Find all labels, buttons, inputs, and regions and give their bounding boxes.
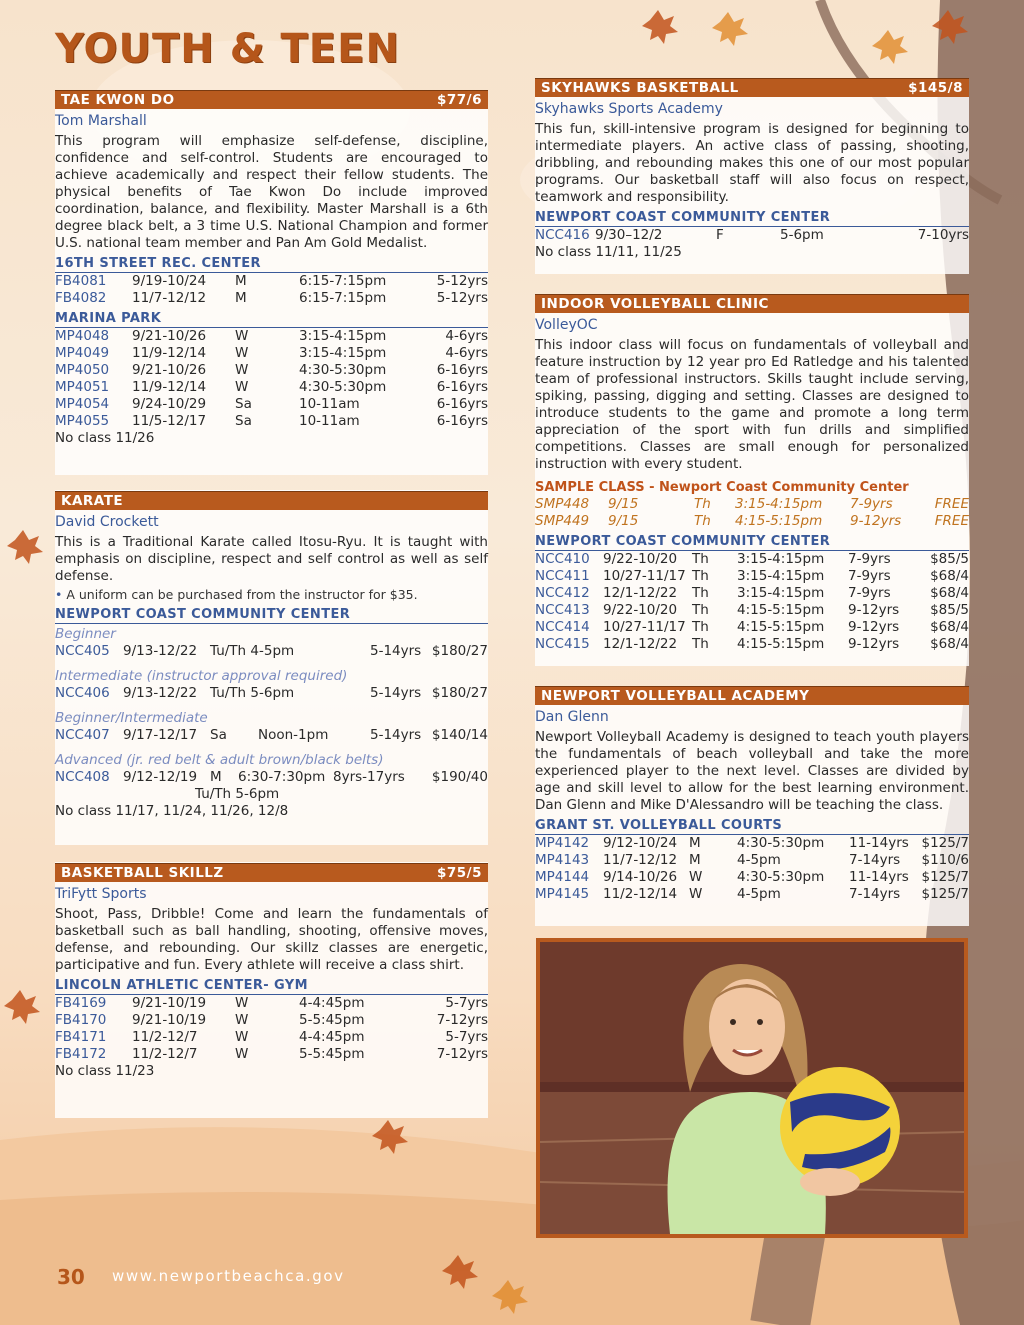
class-code[interactable]: FB4172 [55,1046,107,1062]
class-row [55,379,488,396]
girl-with-volleyball-photo [536,938,968,1238]
class-row [535,568,969,585]
class-table [55,273,488,307]
class-code[interactable]: NCC410 [535,551,590,567]
class-code[interactable]: NCC407 [55,727,110,743]
class-cell: 4:15-5:15pm [737,636,825,652]
class-row [535,852,969,869]
class-days: M [210,769,222,785]
class-row [55,290,488,307]
class-dates: 9/30–12/2 [595,227,663,243]
class-ages: 5-14yrs [370,643,422,659]
class-cell: 12/1-12/22 [603,636,678,652]
class-cell: 3:15-4:15pm [299,345,387,361]
class-cell: 3:15-4:15pm [299,328,387,344]
class-cell: 11-14yrs [849,869,909,885]
class-days: Sa [210,727,227,743]
class-code[interactable]: MP4145 [535,886,590,902]
class-extra-time: Tu/Th 5-6pm [195,786,280,802]
sample-class-heading: SAMPLE CLASS - Newport Coast Community Center [535,480,909,495]
section-header [535,294,969,313]
class-cell: 4-5pm [737,886,781,902]
class-code[interactable]: FB4170 [55,1012,107,1028]
class-cell: 9/19-10/24 [132,273,207,289]
class-cell: 9/21-10/26 [132,362,207,378]
class-cell: 6:15-7:15pm [299,290,387,306]
class-table [55,995,488,1063]
class-fee: $190/40 [431,769,488,785]
class-code[interactable]: MP4142 [535,835,590,851]
class-cell: 9/24-10/29 [132,396,207,412]
class-cell: W [235,362,249,378]
class-code[interactable]: NCC413 [535,602,590,618]
bullet-icon: • [55,587,67,602]
class-cell: W [235,345,249,361]
class-cell: 5-7yrs [445,995,488,1011]
class-row [535,513,969,530]
karate-section [55,491,488,820]
class-cell: 9/21-10/26 [132,328,207,344]
class-cell: M [689,852,701,868]
class-code[interactable]: MP4049 [55,345,110,361]
class-row [55,328,488,345]
class-code[interactable]: FB4082 [55,290,107,306]
section-header [535,78,969,97]
instructor-name: Dan Glenn [535,709,609,725]
class-code[interactable]: SMP449 [535,513,590,529]
section-title: SKYHAWKS BASKETBALL [541,80,739,96]
section-description: This indoor class will focus on fundamentals of volleyball and feature instruction by 12 year pro Ed Ratledge and his talented team of professional instructors. Skills taught include serving, spiking, passing, digging and setting. Classes are designed to introduce students to the game and promote a long term appreciation of the sport with fun drills and simplified competitions. Classes are small enough for personalized instruction with every student. [535,337,969,472]
class-row [55,273,488,290]
newport-volleyball-academy-section [535,686,969,903]
class-row [535,585,969,602]
section-title: NEWPORT VOLLEYBALL ACADEMY [541,688,810,704]
class-cell: W [235,379,249,395]
class-row [55,1012,488,1029]
class-code[interactable]: MP4144 [535,869,590,885]
class-cell: M [235,273,247,289]
section-description: This program will emphasize self-defense, discipline, confidence and self-control. Students are encouraged to achieve academically and respect their fellow students. The physical benefits of Tae Kwon Do include improved coordination, balance, and flexibility. Master Marshall is a 6th degree black belt, a 3 time U.S. National Champion and former U.S. national team member and Pan Am Gold Medalist. [55,133,488,251]
class-cell: 11/7-12/12 [132,290,207,306]
class-row [55,643,488,660]
class-fee: $180/27 [431,643,488,659]
location-heading: LINCOLN ATHLETIC CENTER- GYM [55,978,488,995]
section-description: Newport Volleyball Academy is designed to teach youth players the fundamentals of beach volleyball and take the more experienced player to the next level. Classes are divided by age and skill level to allow for the best learning environment. Dan Glenn and Mike D'Alessandro will be teaching the class. [535,729,969,813]
class-cell: $68/4 [930,619,969,635]
class-dates: 9/17-12/17 [123,727,198,743]
class-cell: Th [692,619,709,635]
instructor-name: David Crockett [55,514,159,530]
class-cell: 4-5pm [737,852,781,868]
section-header [55,491,488,510]
sample-class-table [535,496,969,530]
class-cell: 9-12yrs [848,636,900,652]
section-description: This fun, skill-intensive program is designed for beginning to intermediate players. An active class of passing, shooting, dribbling, and rebounding makes this one of our most popular programs. Our basketball staff will also focus on respect, teamwork and responsibility. [535,121,969,205]
class-cell: 4:30-5:30pm [737,835,825,851]
class-cell: Th [692,568,709,584]
class-cell: W [689,869,703,885]
class-cell: 9/15 [608,496,639,512]
class-cell: Sa [235,413,252,429]
class-code[interactable]: FB4169 [55,995,107,1011]
class-cell: 6-16yrs [436,413,488,429]
section-header [55,863,488,882]
class-cell: 12/1-12/22 [603,585,678,601]
class-cell: 9/21-10/19 [132,995,207,1011]
class-cell: 6-16yrs [436,379,488,395]
class-cell: 11/7-12/12 [603,852,678,868]
class-code[interactable]: SMP448 [535,496,590,512]
class-table [535,551,969,653]
class-cell: 4:30-5:30pm [737,869,825,885]
class-fee: $180/27 [431,685,488,701]
class-days-time: Tu/Th 4-5pm [210,643,295,659]
class-code[interactable]: MP4055 [55,413,110,429]
class-cell: 4-4:45pm [299,995,365,1011]
website-link[interactable]: www.newportbeachca.gov [112,1267,345,1285]
class-row [535,551,969,568]
class-row [535,636,969,653]
section-price: $145/8 [908,80,963,96]
class-cell: 3:15-4:15pm [735,496,823,512]
class-ages: 7-10yrs [917,227,969,243]
class-fee: $140/14 [431,727,488,743]
class-cell: 7-9yrs [848,585,891,601]
class-days-time: Tu/Th 5-6pm [210,685,295,701]
section-price: $77/6 [436,92,482,108]
class-cell: 5-5:45pm [299,1012,365,1028]
class-cell: W [235,328,249,344]
class-time: 6:30-7:30pm [238,769,326,785]
instructor-name: Tom Marshall [55,113,147,129]
class-cell: Th [694,496,711,512]
section-title: INDOOR VOLLEYBALL CLINIC [541,296,769,312]
class-cell: 6:15-7:15pm [299,273,387,289]
class-cell: 7-12yrs [436,1046,488,1062]
class-cell: 3:15-4:15pm [737,551,825,567]
class-cell: 10/27-11/17 [603,619,686,635]
class-cell: 10-11am [299,413,360,429]
class-cell: Th [692,551,709,567]
class-cell: 11/5-12/17 [132,413,207,429]
location-heading: MARINA PARK [55,311,488,328]
class-dates: 9/12-12/19 [123,769,198,785]
class-cell: $125/7 [921,869,969,885]
class-row [55,413,488,430]
page-number: 30 [57,1265,85,1289]
class-cell: FREE [934,513,969,529]
location-heading: NEWPORT COAST COMMUNITY CENTER [535,534,969,551]
class-cell: 6-16yrs [436,396,488,412]
class-code[interactable]: MP4051 [55,379,110,395]
class-time: Noon-1pm [258,727,329,743]
class-cell: W [235,1046,249,1062]
class-cell: 11/2-12/7 [132,1029,198,1045]
class-cell: 4-4:45pm [299,1029,365,1045]
class-cell: 4:30-5:30pm [299,362,387,378]
class-row [55,995,488,1012]
class-cell: 5-7yrs [445,1029,488,1045]
class-code[interactable]: NCC405 [55,643,110,659]
class-cell: W [235,1029,249,1045]
class-cell: W [689,886,703,902]
class-cell: 7-9yrs [848,568,891,584]
class-row [55,362,488,379]
class-code[interactable]: NCC414 [535,619,590,635]
location-heading: NEWPORT COAST COMMUNITY CENTER [55,607,488,624]
class-cell: 6-16yrs [436,362,488,378]
class-cell: 11/2-12/14 [603,886,678,902]
instructor-name: TriFytt Sports [55,886,147,902]
class-row [535,886,969,903]
class-row [55,769,488,786]
page-title: YOUTH & TEEN [55,26,400,72]
class-table [535,835,969,903]
class-code[interactable]: NCC416 [535,227,590,243]
class-cell: $125/7 [921,886,969,902]
class-row [55,727,488,744]
class-row [535,602,969,619]
level-label: Beginner [55,626,116,642]
class-cell: 10/27-11/17 [603,568,686,584]
class-code[interactable]: MP4048 [55,328,110,344]
class-cell: 4:30-5:30pm [299,379,387,395]
class-cell: 9-12yrs [848,602,900,618]
class-row [535,869,969,886]
class-cell: Th [692,636,709,652]
class-code[interactable]: FB4081 [55,273,107,289]
location-heading: GRANT ST. VOLLEYBALL COURTS [535,818,969,835]
level-label: Advanced (jr. red belt & adult brown/black belts) [55,752,384,768]
section-description: This is a Traditional Karate called Itosu-Ryu. It is taught with emphasis on discipline, respect and self control as well as self defense. [55,534,488,584]
skyhawks-basketball-section [535,78,969,261]
photo-illustration [540,942,964,1234]
level-label: Beginner/Intermediate [55,710,208,726]
class-row [55,1046,488,1063]
location-heading: NEWPORT COAST COMMUNITY CENTER [535,210,969,227]
class-code[interactable]: NCC408 [55,769,110,785]
class-cell: 4:15-5:15pm [735,513,823,529]
class-cell: 5-5:45pm [299,1046,365,1062]
class-cell: FREE [934,496,969,512]
class-cell: 4-6yrs [445,328,488,344]
class-cell: 11/9-12/14 [132,345,207,361]
class-code[interactable]: MP4143 [535,852,590,868]
class-cell: 9-12yrs [850,513,902,529]
class-cell: 9/22-10/20 [603,551,678,567]
class-code[interactable]: NCC415 [535,636,590,652]
class-cell: Th [694,513,711,529]
class-row [535,835,969,852]
class-code[interactable]: NCC411 [535,568,590,584]
class-cell: Sa [235,396,252,412]
class-cell: 11-14yrs [849,835,909,851]
class-cell: $68/4 [930,636,969,652]
class-cell: M [689,835,701,851]
class-cell: Th [692,585,709,601]
class-ages: 5-14yrs [370,727,422,743]
class-row [55,345,488,362]
class-table [55,328,488,430]
section-header [55,90,488,109]
uniform-note-text: A uniform can be purchased from the instructor for $35. [66,587,418,602]
class-cell: 7-12yrs [436,1012,488,1028]
class-cell: $68/4 [930,585,969,601]
section-header [535,686,969,705]
class-code[interactable]: NCC406 [55,685,110,701]
indoor-volleyball-section [535,294,969,653]
class-row [55,685,488,702]
class-row [535,496,969,513]
no-class-note: No class 11/23 [55,1063,155,1079]
class-cell: 11/2-12/7 [132,1046,198,1062]
no-class-note: No class 11/26 [55,430,155,446]
class-cell: 4:15-5:15pm [737,602,825,618]
section-price: $75/5 [436,865,482,881]
class-code[interactable]: MP4050 [55,362,110,378]
class-cell: 9-12yrs [848,619,900,635]
class-cell: 7-14yrs [849,852,901,868]
class-row [535,619,969,636]
class-row [535,227,969,244]
class-cell: W [235,995,249,1011]
level-label: Intermediate (instructor approval required) [55,668,348,684]
class-cell: $110/6 [921,852,969,868]
instructor-name: VolleyOC [535,317,598,333]
section-title: KARATE [61,493,124,509]
class-days: F [716,227,724,243]
class-time: 5-6pm [780,227,824,243]
tae-kwon-do-section [55,90,488,447]
no-class-note: No class 11/11, 11/25 [535,244,682,260]
instructor-name: Skyhawks Sports Academy [535,101,723,117]
class-cell: 3:15-4:15pm [737,585,825,601]
class-cell: 7-9yrs [850,496,893,512]
class-cell: 4-6yrs [445,345,488,361]
location-heading: 16TH STREET REC. CENTER [55,256,488,273]
class-cell: 4:15-5:15pm [737,619,825,635]
class-cell: 9/21-10/19 [132,1012,207,1028]
class-cell: $85/5 [930,602,969,618]
class-cell: M [235,290,247,306]
section-title: BASKETBALL SKILLZ [61,865,224,881]
basketball-skillz-section [55,863,488,1080]
class-cell: 9/22-10/20 [603,602,678,618]
class-code[interactable]: FB4171 [55,1029,107,1045]
class-cell: Th [692,602,709,618]
class-cell: 10-11am [299,396,360,412]
class-code[interactable]: NCC412 [535,585,590,601]
class-cell: 9/14-10/26 [603,869,678,885]
class-cell: 11/9-12/14 [132,379,207,395]
class-row [55,396,488,413]
class-ages: 5-14yrs [370,685,422,701]
class-cell: $125/7 [921,835,969,851]
section-description: Shoot, Pass, Dribble! Come and learn the fundamentals of basketball such as ball handling, shooting, offensive moves, defense, and rebounding. Our skillz classes are energetic, participative and fun. Every athlete will receive a class shirt. [55,906,488,973]
class-cell: 5-12yrs [436,290,488,306]
class-cell: 9/12-10/24 [603,835,678,851]
class-cell: $68/4 [930,568,969,584]
class-cell: 7-14yrs [849,886,901,902]
class-cell: 7-9yrs [848,551,891,567]
class-dates: 9/13-12/22 [123,685,198,701]
class-cell: 3:15-4:15pm [737,568,825,584]
class-cell: $85/5 [930,551,969,567]
class-cell: 9/15 [608,513,639,529]
class-cell: 5-12yrs [436,273,488,289]
class-cell: W [235,1012,249,1028]
uniform-note [55,586,488,603]
class-code[interactable]: MP4054 [55,396,110,412]
class-ages: 8yrs-17yrs [333,769,405,785]
class-row [55,1029,488,1046]
no-class-note: No class 11/17, 11/24, 11/26, 12/8 [55,803,289,819]
section-title: TAE KWON DO [61,92,175,108]
class-dates: 9/13-12/22 [123,643,198,659]
